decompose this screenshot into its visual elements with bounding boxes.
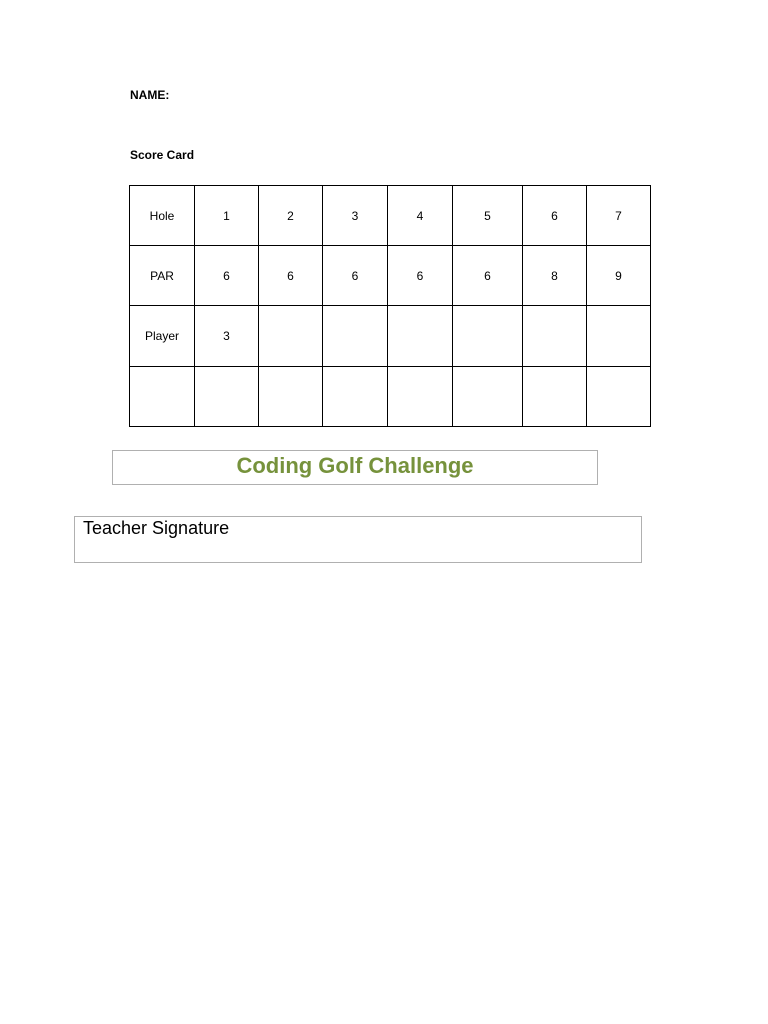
player-score-cell[interactable] (388, 306, 453, 367)
empty-cell[interactable] (259, 367, 323, 427)
challenge-title: Coding Golf Challenge (236, 453, 474, 478)
score-table (129, 185, 651, 427)
hole-cell: 5 (453, 186, 523, 246)
row-label-hole: Hole (130, 186, 195, 246)
hole-cell: 3 (323, 186, 388, 246)
player-score-cell[interactable] (323, 306, 388, 367)
empty-row-label[interactable] (130, 367, 195, 427)
title-box (112, 450, 598, 485)
empty-cell[interactable] (453, 367, 523, 427)
par-cell: 6 (388, 246, 453, 306)
player-score-cell[interactable] (453, 306, 523, 367)
hole-cell: 7 (587, 186, 651, 246)
empty-cell[interactable] (388, 367, 453, 427)
empty-cell[interactable] (587, 367, 651, 427)
hole-cell: 6 (523, 186, 587, 246)
score-card-label: Score Card (130, 148, 195, 162)
empty-cell[interactable] (523, 367, 587, 427)
teacher-signature-label: Teacher Signature (83, 518, 230, 538)
par-cell: 6 (195, 246, 259, 306)
par-cell: 9 (587, 246, 651, 306)
row-label-player: Player (130, 306, 195, 367)
hole-cell: 4 (388, 186, 453, 246)
par-cell: 6 (453, 246, 523, 306)
empty-cell[interactable] (195, 367, 259, 427)
hole-cell: 1 (195, 186, 259, 246)
par-cell: 6 (259, 246, 323, 306)
table-row-par (130, 246, 651, 306)
player-score-cell[interactable] (259, 306, 323, 367)
hole-cell: 2 (259, 186, 323, 246)
name-label: NAME: (130, 88, 170, 102)
empty-cell[interactable] (323, 367, 388, 427)
par-cell: 6 (323, 246, 388, 306)
table-row-empty (130, 367, 651, 427)
par-cell: 8 (523, 246, 587, 306)
table-row-hole (130, 186, 651, 246)
player-score-cell[interactable]: 3 (195, 306, 259, 367)
player-score-cell[interactable] (587, 306, 651, 367)
row-label-par: PAR (130, 246, 195, 306)
teacher-signature-box[interactable] (74, 516, 642, 563)
player-score-cell[interactable] (523, 306, 587, 367)
table-row-player (130, 306, 651, 367)
